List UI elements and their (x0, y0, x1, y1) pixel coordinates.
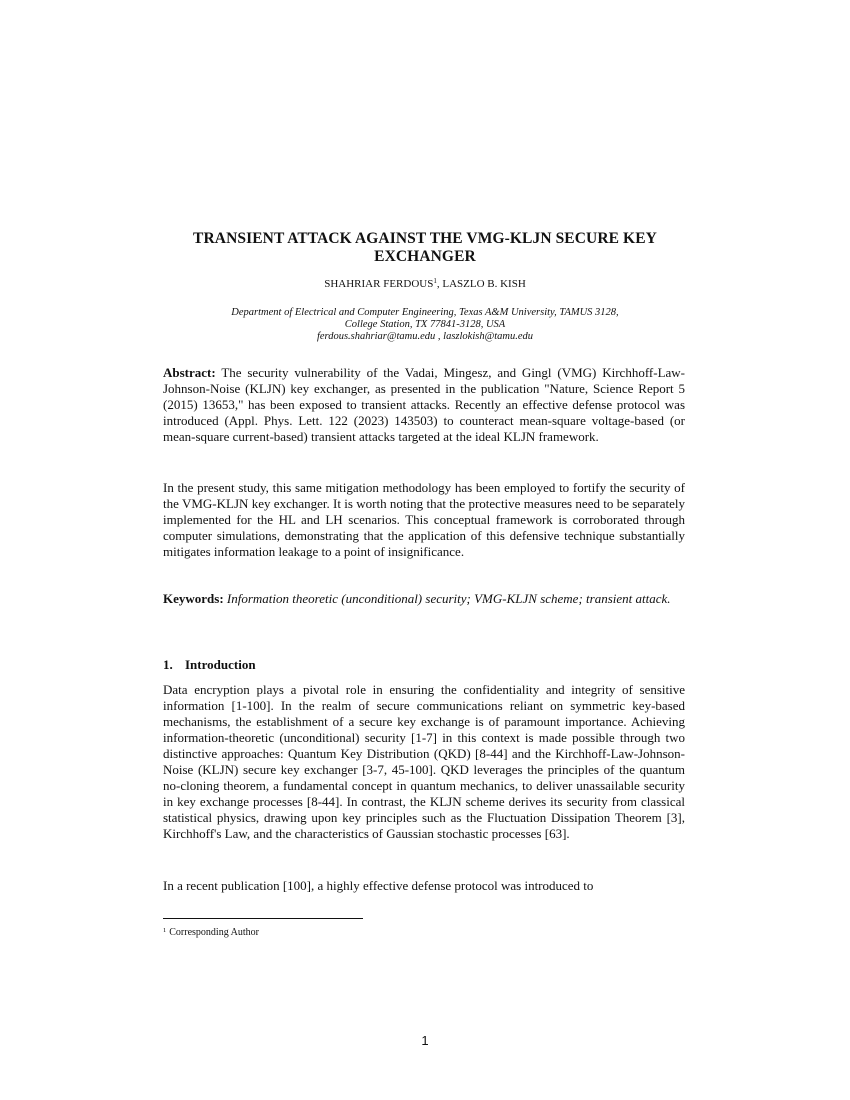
keywords-text: Information theoretic (unconditional) security; VMG-KLJN scheme; transient attack. (223, 591, 671, 606)
corresponding-author-mark: 1 (433, 277, 437, 285)
footnote-mark: 1 (163, 927, 167, 934)
footnote-text: Corresponding Author (169, 927, 259, 938)
title-line-2: EXCHANGER (374, 248, 476, 265)
introduction-paragraph-2: In a recent publication [100], a highly effective defense protocol was introduced to (163, 878, 594, 893)
keywords-label: Keywords: (163, 591, 224, 606)
section-number: 1. (163, 657, 173, 672)
affiliation-line-1: Department of Electrical and Computer Engineering, Texas A&M University, TAMUS 3128, (231, 307, 619, 318)
author-ferdous: SHAHRIAR FERDOUS (324, 278, 434, 290)
author-emails: ferdous.shahriar@tamu.edu , laszlokish@tamu.edu (316, 331, 534, 342)
abstract-label: Abstract: (163, 365, 216, 380)
paper-title (100, 230, 750, 266)
abstract-text: The security vulnerability of the Vadai, Mingesz, and Gingl (VMG) Kirchhoff-Law-Johnson-Noise (KLJN) key exchanger, as presented in the publication "Nature, Science Report 5 (2015) 13653," has been exposed to transient attacks. Recently an effective defense protocol was introduced (Appl. Phys. Lett. 122 (2023) 143503) to counteract mean-square voltage-based (or mean-square current-based) transient attacks targeted at the ideal KLJN framework. (163, 365, 685, 444)
keywords-paragraph (163, 591, 685, 607)
title-line-1: TRANSIENT ATTACK AGAINST THE VMG-KLJN SECURE KEY (193, 230, 657, 247)
footnote (163, 927, 685, 939)
author-list (100, 277, 750, 291)
introduction-paragraph-1: Data encryption plays a pivotal role in ensuring the confidentiality and integrity of sensitive information [1-100]. In the realm of secure communications reliant on symmetric key-based mechanisms, the establishment of a secure key exchange is of paramount importance. Achieving information-theoretic (unconditional) security [1-7] in this context is made possible through two distinctive approaches: Quantum Key Distribution (QKD) [8-44] and the Kirchhoff-Law-Johnson-Noise (KLJN) secure key exchanger [3-7, 45-100]. QKD leverages the principles of the quantum no-cloning theorem, a fundamental concept in quantum mechanics, to deliver unassailable security in key exchange processes [8-44]. In contrast, the KLJN scheme derives its security from classical statistical physics, drawing upon key principles such as the Fluctuation Dissipation Theorem [3], Kirchhoff's Law, and the characteristics of Gaussian stochastic processes [63]. (163, 682, 685, 841)
affiliation-block (100, 307, 750, 343)
abstract-paragraph (163, 365, 685, 445)
affiliation-line-2: College Station, TX 77841-3128, USA (344, 319, 506, 330)
abstract-paragraph-2: In the present study, this same mitigation methodology has been employed to fortify the security of the VMG-KLJN key exchanger. It is worth noting that the protective measures need to be separately implemented for the HL and LH scenarios. This conceptual framework is corroborated through computer simulations, demonstrating that the application of this defensive technique substantially mitigates information leakage to a point of insignificance. (163, 480, 685, 559)
author-separator: , (436, 278, 443, 290)
author-kish: LASZLO B. KISH (442, 278, 526, 290)
section-title: Introduction (185, 657, 256, 672)
footnote-divider (163, 918, 363, 919)
section-heading-introduction (163, 657, 685, 673)
page-number: 1 (421, 1033, 429, 1048)
